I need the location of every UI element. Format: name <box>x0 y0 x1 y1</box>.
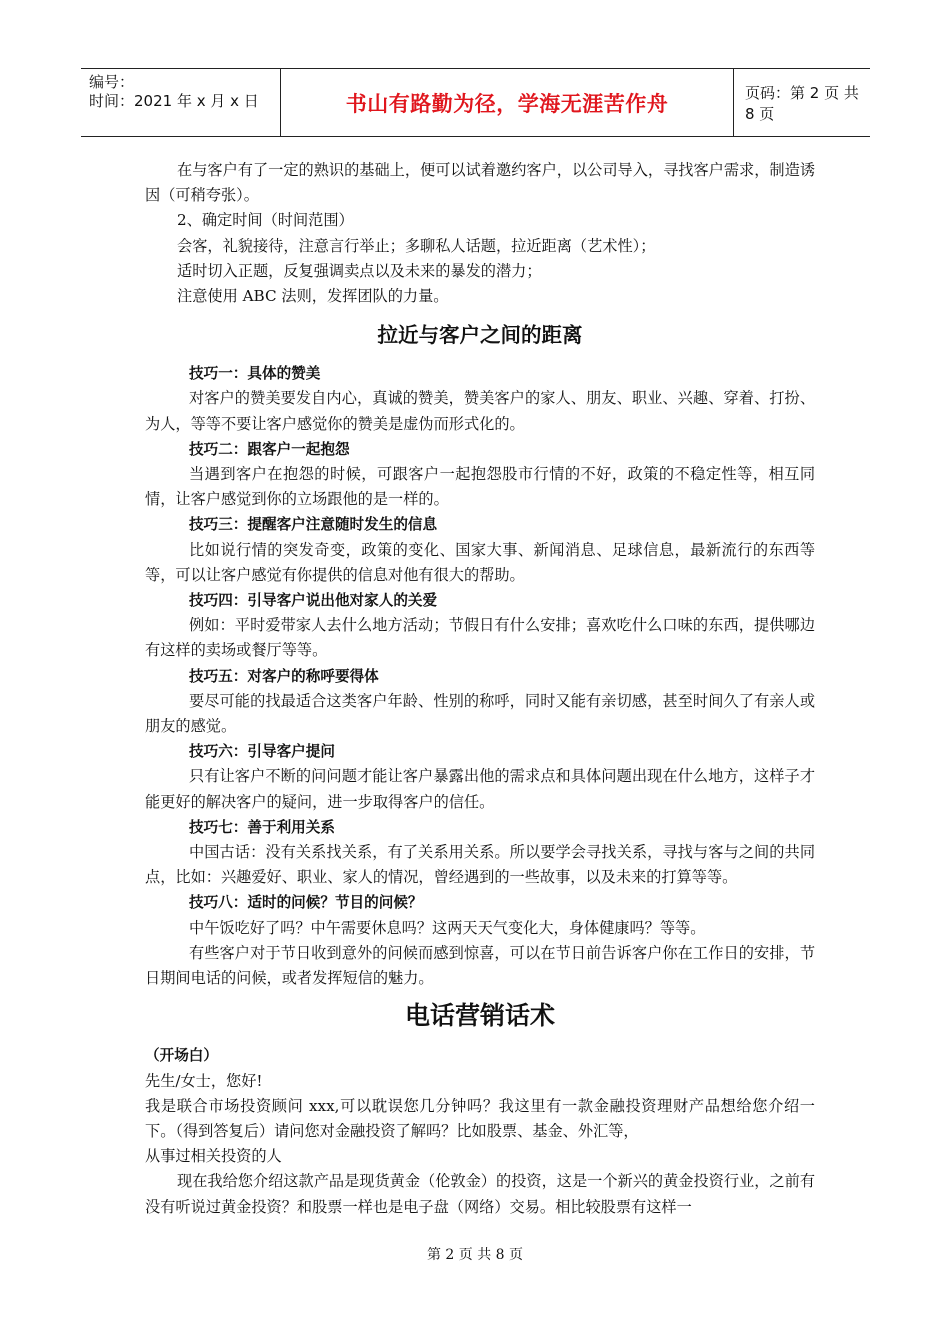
script-line: 从事过相关投资的人 <box>145 1147 282 1166</box>
header-table <box>81 68 870 137</box>
intro-line: 会客，礼貌接待，注意言行举止；多聊私人话题，拉近距离（艺术性）； <box>177 236 656 255</box>
section-title: 拉近与客户之间的距离 <box>377 323 583 348</box>
document-body <box>145 158 815 1220</box>
tip-title: 技巧六：引导客户提问 <box>189 743 335 761</box>
tip-title: 技巧二：跟客户一起抱怨 <box>189 440 350 458</box>
section-title: 电话营销话术 <box>404 1001 555 1031</box>
header-meta <box>81 69 281 136</box>
tip-title: 技巧三：提醒客户注意随时发生的信息 <box>189 516 438 534</box>
tip-extra: 有些客户对于节日收到意外的问候而感到惊喜，可以在节日前告诉客户你在工作日的安排，节日期间电话的问候，或者发挥短信的魅力。 <box>145 943 815 988</box>
script-paragraph: 我是联合市场投资顾问 xxx,可以耽误您几分钟吗？我这里有一款金融投资理财产品想给您介绍一下。（得到答复后）请问您对金融投资了解吗？比如股票、基金、外汇等， <box>145 1096 815 1140</box>
header-motto-cell <box>281 69 734 136</box>
number-label: 编号： <box>89 73 135 91</box>
tip-body: 对客户的赞美要发自内心，真诚的赞美，赞美客户的家人、朋友、职业、兴趣、穿着、打扮、为人，等等不要让客户感觉你的赞美是虚伪而形式化的。 <box>145 389 815 433</box>
intro-step: 2、确定时间（时间范围） <box>177 211 354 230</box>
date-label: 时间：2021 年 x 月 x 日 <box>89 92 259 110</box>
tip-title: 技巧八：适时的问候？节目的问候？ <box>189 894 423 912</box>
tip-body: 只有让客户不断的问问题才能让客户暴露出他的需求点和具体问题出现在什么地方，这样子才能更好的解决客户的疑问，进一步取得客户的信任。 <box>145 767 815 811</box>
tip-body: 比如说行情的突发奇变，政策的变化、国家大事、新闻消息、足球信息，最新流行的东西等等，可以让客户感觉有你提供的信息对他有很大的帮助。 <box>145 540 815 584</box>
intro-paragraph: 在与客户有了一定的熟识的基础上，便可以试着邀约客户，以公司导入，寻找客户需求，制造诱因（可稍夸张）。 <box>145 161 815 205</box>
header-page-cell <box>733 69 870 136</box>
tip-body: 例如：平时爱带家人去什么地方活动；节假日有什么安排；喜欢吃什么口味的东西，提供哪边有这样的卖场或餐厅等等。 <box>145 616 815 660</box>
greeting: 先生/女士，您好! <box>145 1071 263 1090</box>
intro-line: 注意使用 ABC 法则，发挥团队的力量。 <box>177 287 449 306</box>
tip-body: 要尽可能的找最适合这类客户年龄、性别的称呼，同时又能有亲切感，甚至时间久了有亲人或朋友的感觉。 <box>145 691 815 736</box>
tip-body: 当遇到客户在抱怨的时候，可跟客户一起抱怨股市行情的不好，政策的不稳定性等，相互同情，让客户感觉到你的立场跟他的是一样的。 <box>145 465 815 509</box>
tip-title: 技巧七：善于利用关系 <box>189 818 335 836</box>
motto: 书山有路勤为径，学海无涯苦作舟 <box>345 91 669 116</box>
tip-body: 中午饭吃好了吗？中午需要休息吗？这两天天气变化大，身体健康吗？等等。 <box>189 918 706 937</box>
page-footer: 第 2 页 共 8 页 <box>426 1247 524 1263</box>
tip-title: 技巧五：对客户的称呼要得体 <box>189 667 379 685</box>
tip-title: 技巧一：具体的赞美 <box>189 365 321 383</box>
opening-label: （开场白） <box>145 1047 218 1065</box>
intro-line: 适时切入正题，反复强调卖点以及未来的暴发的潜力； <box>177 261 542 280</box>
page-label: 页码：第 2 页 共 8 页 <box>745 83 859 123</box>
tip-title: 技巧四：引导客户说出他对家人的关爱 <box>189 592 438 610</box>
script-paragraph: 现在我给您介绍这款产品是现货黄金（伦敦金）的投资，这是一个新兴的黄金投资行业，之前有没有听说过黄金投资？和股票一样也是电子盘（网络）交易。相比较股票有这样一 <box>145 1172 815 1216</box>
tip-body: 中国古话：没有关系找关系，有了关系用关系。所以要学会寻找关系，寻找与客与之间的共同点，比如：兴趣爱好、职业、家人的情况，曾经遇到的一些故事，以及未来的打算等等。 <box>145 843 815 887</box>
